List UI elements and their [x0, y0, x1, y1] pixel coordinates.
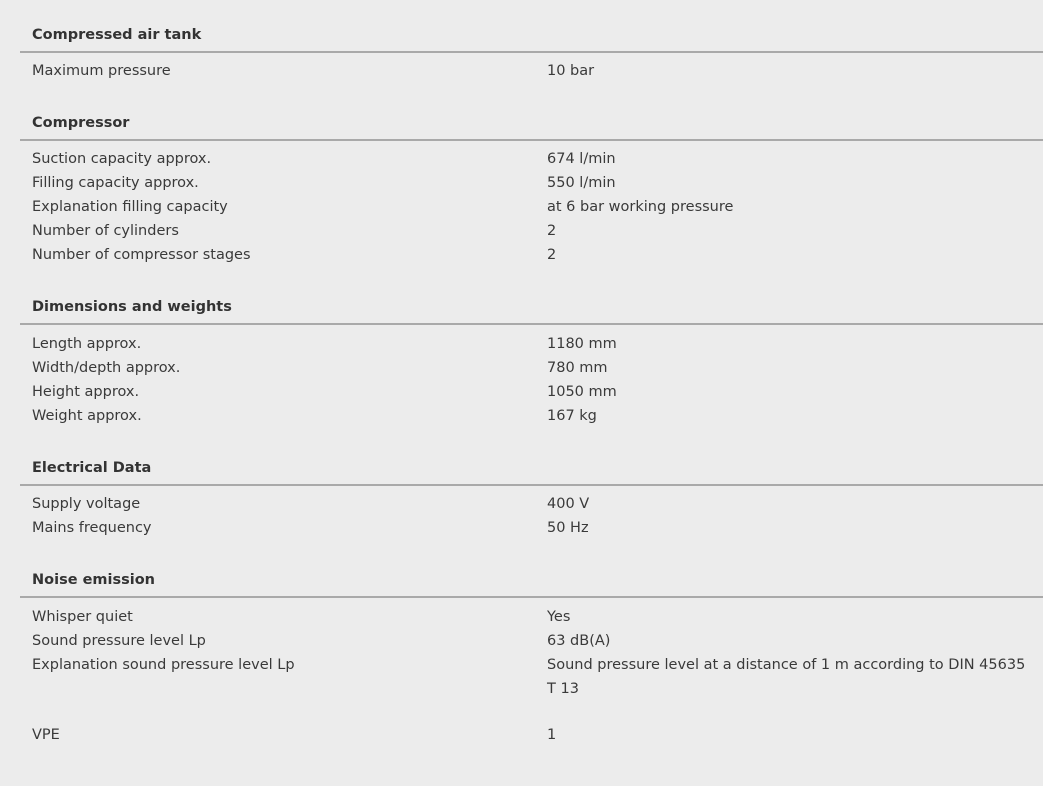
spec-label: Suction capacity approx. [32, 151, 212, 167]
section-divider [20, 323, 1043, 325]
spec-label: Weight approx. [32, 408, 142, 424]
section-divider [20, 596, 1043, 598]
spec-value: 10 bar [547, 63, 595, 79]
spec-label: Maximum pressure [32, 63, 171, 79]
spec-value: 50 Hz [547, 520, 589, 536]
spec-value: 167 kg [547, 408, 597, 424]
spec-label: Supply voltage [32, 496, 141, 512]
spec-label: Number of cylinders [32, 223, 179, 239]
spec-value: 2 [547, 247, 557, 263]
spec-value: 1 [547, 727, 557, 743]
spec-value: 63 dB(A) [547, 633, 611, 649]
spec-value: Sound pressure level at a distance of 1 m according to DIN 45635 T 13 [547, 657, 1026, 697]
spec-label: Whisper quiet [32, 609, 133, 625]
spec-value: at 6 bar working pressure [547, 199, 734, 215]
spec-label: Length approx. [32, 336, 142, 352]
spec-label: Width/depth approx. [32, 360, 181, 376]
spec-value: 1180 mm [547, 336, 617, 352]
spec-label: Mains frequency [32, 520, 152, 536]
spec-label: VPE [32, 727, 60, 743]
spec-label: Explanation filling capacity [32, 199, 228, 215]
spec-label: Sound pressure level Lp [32, 633, 206, 649]
spec-label: Filling capacity approx. [32, 175, 199, 191]
section-divider [20, 484, 1043, 486]
spec-label: Number of compressor stages [32, 247, 251, 263]
spec-value: 2 [547, 223, 557, 239]
section-title-noise-emission: Noise emission [32, 572, 156, 588]
spec-value: 780 mm [547, 360, 608, 376]
section-title-electrical-data: Electrical Data [32, 460, 152, 476]
section-title-compressor: Compressor [32, 115, 130, 131]
section-title-dimensions-and-weights: Dimensions and weights [32, 299, 232, 315]
spec-value: 400 V [547, 496, 590, 512]
spec-value: 674 l/min [547, 151, 616, 167]
spec-label: Explanation sound pressure level Lp [32, 657, 295, 673]
section-title-compressed-air-tank: Compressed air tank [32, 27, 202, 43]
spec-value: 1050 mm [547, 384, 617, 400]
section-divider [20, 51, 1043, 53]
spec-value: Yes [547, 609, 571, 625]
spec-value: 550 l/min [547, 175, 616, 191]
section-divider [20, 139, 1043, 141]
spec-label: Height approx. [32, 384, 140, 400]
